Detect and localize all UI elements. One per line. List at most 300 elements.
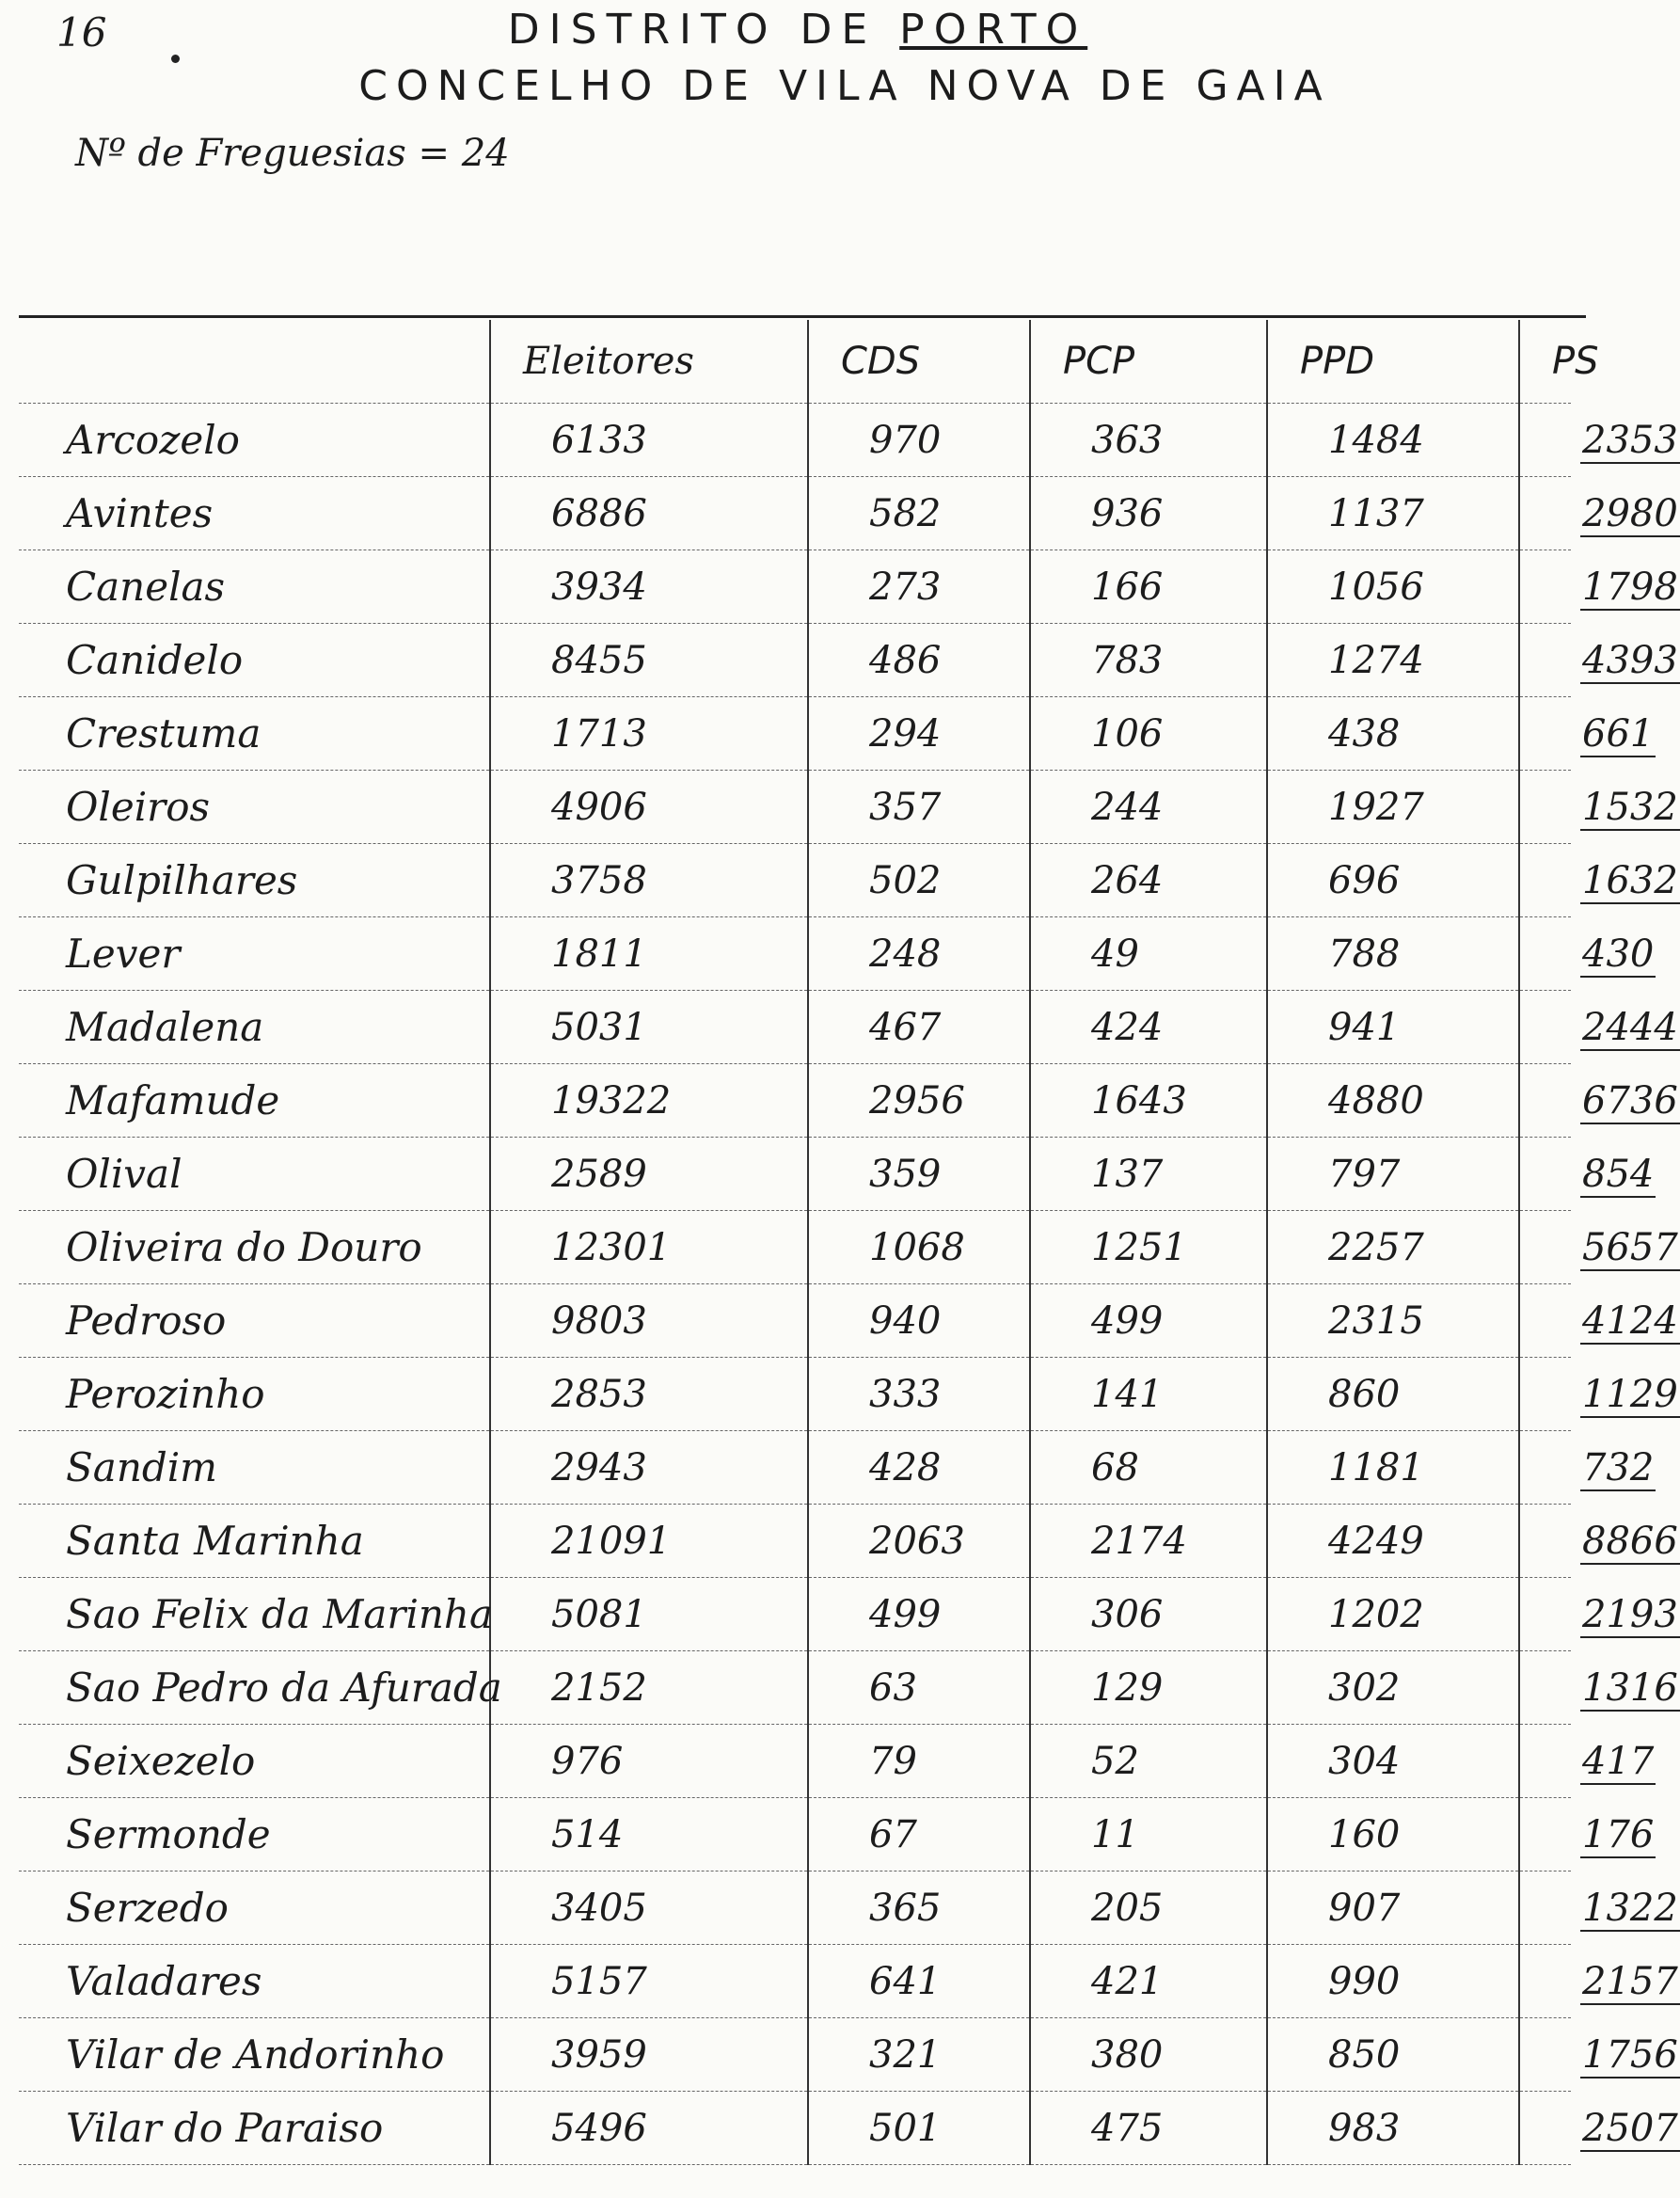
value-ppd: 1137 [1328,491,1424,535]
cell-pcp [1030,477,1267,550]
cell-cds [808,2092,1030,2165]
value-ppd: 160 [1328,1812,1401,1856]
table-row [19,477,1571,550]
cell-pcp [1030,1284,1267,1358]
cell-pcp [1030,991,1267,1064]
cell-ppd [1267,1505,1519,1578]
table-row [19,2092,1571,2165]
cell-pcp [1030,1211,1267,1284]
table-row [19,1871,1571,1945]
value-ps: 2980 [1582,491,1678,535]
value-cds: 359 [869,1152,942,1196]
header-ppd: PPD [1267,320,1519,404]
table-row [19,991,1571,1064]
cell-ppd [1267,1138,1519,1211]
value-cds: 486 [869,638,942,682]
table-row [19,1651,1571,1725]
cell-ppd [1267,1725,1519,1798]
value-ppd: 1056 [1328,565,1424,609]
value-ps: 1798 [1582,565,1678,609]
cell-pcp [1030,771,1267,844]
value-eleitores: 2152 [551,1665,647,1710]
parishes-count: Nº de Freguesias = 24 [75,132,510,175]
cell-pcp [1030,2092,1267,2165]
value-ppd: 304 [1328,1739,1401,1783]
cell-cds [808,1505,1030,1578]
value-pcp: 2174 [1091,1519,1187,1563]
value-ps: 1756 [1582,2032,1678,2077]
parish-name: Serzedo [19,1871,490,1945]
cell-cds [808,1651,1030,1725]
value-ps: 5657 [1582,1225,1678,1269]
cell-eleitores [490,2018,808,2092]
table-row [19,697,1571,771]
cell-ppd [1267,404,1519,477]
cell-eleitores [490,1138,808,1211]
cell-cds [808,1431,1030,1505]
parish-name: Valadares [19,1945,490,2018]
value-ppd: 788 [1328,932,1401,976]
cell-ppd [1267,1871,1519,1945]
cell-ps [1519,404,1678,477]
value-cds: 502 [869,858,942,902]
cell-cds [808,1138,1030,1211]
cell-ppd [1267,697,1519,771]
value-ps: 2193 [1582,1592,1678,1636]
cell-pcp [1030,550,1267,624]
value-cds: 357 [869,785,942,829]
value-ppd: 696 [1328,858,1401,902]
cell-ps [1519,991,1678,1064]
value-eleitores: 4906 [551,785,647,829]
cell-ppd [1267,2092,1519,2165]
value-eleitores: 3934 [551,565,647,609]
cell-ps [1519,1284,1678,1358]
value-cds: 321 [869,2032,942,2077]
value-cds: 1068 [869,1225,965,1269]
value-pcp: 424 [1091,1005,1164,1049]
cell-ppd [1267,771,1519,844]
table-row [19,1725,1571,1798]
cell-eleitores [490,1431,808,1505]
parish-name: Vilar do Paraiso [19,2092,490,2165]
value-pcp: 11 [1091,1812,1139,1856]
value-ps: 1129 [1582,1372,1678,1416]
value-eleitores: 5031 [551,1005,647,1049]
cell-eleitores [490,1211,808,1284]
cell-ps [1519,2018,1678,2092]
value-ps: 417 [1582,1739,1655,1783]
cell-ps [1519,477,1678,550]
cell-eleitores [490,1871,808,1945]
cell-cds [808,697,1030,771]
cell-cds [808,1578,1030,1651]
table-row [19,1578,1571,1651]
cell-pcp [1030,1798,1267,1871]
header-cds: CDS [808,320,1030,404]
cell-ps [1519,844,1678,917]
cell-eleitores [490,844,808,917]
value-ps: 4124 [1582,1298,1678,1343]
cell-eleitores [490,991,808,1064]
value-cds: 273 [869,565,942,609]
value-ppd: 1484 [1328,418,1424,462]
header-eleitores: Eleitores [490,320,808,404]
value-pcp: 129 [1091,1665,1164,1710]
value-ps: 430 [1582,932,1655,976]
cell-pcp [1030,1871,1267,1945]
parish-name: Santa Marinha [19,1505,490,1578]
value-pcp: 475 [1091,2106,1164,2150]
value-eleitores: 1713 [551,711,647,756]
value-eleitores: 6886 [551,491,647,535]
parish-name: Vilar de Andorinho [19,2018,490,2092]
table-row [19,844,1571,917]
value-ppd: 1274 [1328,638,1424,682]
value-eleitores: 19322 [551,1078,672,1123]
value-ps: 1632 [1582,858,1678,902]
value-ppd: 907 [1328,1886,1401,1930]
value-eleitores: 8455 [551,638,647,682]
value-eleitores: 6133 [551,418,647,462]
cell-pcp [1030,1651,1267,1725]
cell-cds [808,1358,1030,1431]
cell-ps [1519,2092,1678,2165]
value-ps: 661 [1582,711,1655,756]
cell-ppd [1267,1358,1519,1431]
cell-cds [808,1284,1030,1358]
cell-ppd [1267,1945,1519,2018]
value-cds: 365 [869,1886,942,1930]
value-ps: 2157 [1582,1959,1678,2003]
cell-ppd [1267,991,1519,1064]
table-row [19,1211,1571,1284]
cell-eleitores [490,771,808,844]
table-row [19,1431,1571,1505]
value-pcp: 106 [1091,711,1164,756]
cell-ps [1519,1578,1678,1651]
value-ppd: 860 [1328,1372,1401,1416]
value-eleitores: 5157 [551,1959,647,2003]
table-row [19,1798,1571,1871]
value-cds: 499 [869,1592,942,1636]
cell-cds [808,917,1030,991]
value-cds: 970 [869,418,942,462]
cell-ps [1519,1945,1678,2018]
value-ppd: 438 [1328,711,1401,756]
cell-pcp [1030,1138,1267,1211]
value-pcp: 166 [1091,565,1164,609]
value-pcp: 421 [1091,1959,1164,2003]
parish-name: Crestuma [19,697,490,771]
value-ps: 2507 [1582,2106,1678,2150]
value-pcp: 137 [1091,1152,1164,1196]
value-cds: 582 [869,491,942,535]
value-ps: 732 [1582,1445,1655,1489]
table-row [19,1064,1571,1138]
value-eleitores: 5496 [551,2106,647,2150]
value-cds: 294 [869,711,942,756]
cell-ps [1519,1505,1678,1578]
header-pcp: PCP [1030,320,1267,404]
value-pcp: 68 [1091,1445,1139,1489]
cell-ppd [1267,1431,1519,1505]
cell-eleitores [490,1945,808,2018]
value-pcp: 363 [1091,418,1164,462]
cell-ppd [1267,1211,1519,1284]
value-cds: 248 [869,932,942,976]
value-ps: 2353 [1582,418,1678,462]
cell-pcp [1030,844,1267,917]
cell-cds [808,1871,1030,1945]
table-row [19,917,1571,991]
district-prefix: DISTRITO DE [507,6,900,54]
value-ppd: 4249 [1328,1519,1424,1563]
value-cds: 67 [869,1812,917,1856]
table-row [19,1945,1571,2018]
cell-pcp [1030,1064,1267,1138]
cell-ps [1519,1211,1678,1284]
value-pcp: 205 [1091,1886,1164,1930]
value-ppd: 797 [1328,1152,1401,1196]
table-row [19,1138,1571,1211]
cell-ppd [1267,917,1519,991]
value-ppd: 990 [1328,1959,1401,2003]
value-eleitores: 3959 [551,2032,647,2077]
value-ps: 4393 [1582,638,1678,682]
value-cds: 467 [869,1005,942,1049]
cell-ps [1519,1358,1678,1431]
value-eleitores: 2943 [551,1445,647,1489]
cell-eleitores [490,1651,808,1725]
page-number: 16 [56,9,107,56]
cell-ppd [1267,624,1519,697]
cell-ppd [1267,1651,1519,1725]
cell-cds [808,1211,1030,1284]
parish-name: Pedroso [19,1284,490,1358]
district-name: PORTO [899,6,1088,54]
table-row [19,624,1571,697]
value-ppd: 983 [1328,2106,1401,2150]
cell-pcp [1030,624,1267,697]
cell-cds [808,991,1030,1064]
value-pcp: 306 [1091,1592,1164,1636]
cell-pcp [1030,2018,1267,2092]
value-pcp: 1251 [1091,1225,1187,1269]
cell-ppd [1267,477,1519,550]
cell-cds [808,477,1030,550]
parish-name: Olival [19,1138,490,1211]
value-ppd: 2257 [1328,1225,1424,1269]
results-table [19,320,1678,2165]
cell-ps [1519,624,1678,697]
value-eleitores: 514 [551,1812,624,1856]
cell-eleitores [490,477,808,550]
value-ps: 176 [1582,1812,1655,1856]
value-ppd: 4880 [1328,1078,1424,1123]
value-pcp: 52 [1091,1739,1139,1783]
parish-name: Oleiros [19,771,490,844]
value-ps: 6736 [1582,1078,1678,1123]
cell-eleitores [490,1725,808,1798]
cell-cds [808,624,1030,697]
value-eleitores: 2589 [551,1152,647,1196]
table-header-row [19,320,1571,404]
table-top-rule [19,315,1586,318]
cell-ps [1519,1651,1678,1725]
parish-name: Arcozelo [19,404,490,477]
value-cds: 428 [869,1445,942,1489]
cell-ps [1519,697,1655,771]
value-pcp: 936 [1091,491,1164,535]
cell-eleitores [490,917,808,991]
value-ppd: 850 [1328,2032,1401,2077]
cell-eleitores [490,1064,808,1138]
cell-ppd [1267,550,1519,624]
parish-name: Oliveira do Douro [19,1211,490,1284]
value-ppd: 1181 [1328,1445,1424,1489]
district-title [0,6,1595,54]
cell-cds [808,2018,1030,2092]
cell-ps [1519,1064,1678,1138]
value-ppd: 1202 [1328,1592,1424,1636]
header-ps: PS [1519,320,1571,404]
cell-ps [1519,771,1678,844]
cell-ps [1519,550,1678,624]
cell-eleitores [490,550,808,624]
parish-name: Lever [19,917,490,991]
value-ps: 2444 [1582,1005,1678,1049]
table-row [19,404,1571,477]
cell-eleitores [490,624,808,697]
cell-cds [808,1798,1030,1871]
value-cds: 940 [869,1298,942,1343]
cell-eleitores [490,404,808,477]
value-eleitores: 3758 [551,858,647,902]
value-eleitores: 1811 [551,932,647,976]
cell-ppd [1267,1064,1519,1138]
cell-cds [808,1725,1030,1798]
cell-eleitores [490,1505,808,1578]
table-row [19,771,1571,844]
cell-pcp [1030,1725,1267,1798]
cell-cds [808,1945,1030,2018]
cell-pcp [1030,1945,1267,2018]
cell-eleitores [490,1358,808,1431]
cell-ppd [1267,1284,1519,1358]
parish-name: Canelas [19,550,490,624]
value-eleitores: 3405 [551,1886,647,1930]
value-ps: 854 [1582,1152,1655,1196]
cell-cds [808,844,1030,917]
cell-cds [808,550,1030,624]
value-pcp: 783 [1091,638,1164,682]
parish-name: Sandim [19,1431,490,1505]
cell-eleitores [490,697,808,771]
table-row [19,1505,1571,1578]
value-pcp: 380 [1091,2032,1164,2077]
cell-ppd [1267,1798,1519,1871]
value-cds: 641 [869,1959,942,2003]
cell-ppd [1267,844,1519,917]
parish-name: Mafamude [19,1064,490,1138]
parish-name: Seixezelo [19,1725,490,1798]
parish-name: Canidelo [19,624,490,697]
table-row [19,1284,1571,1358]
cell-pcp [1030,917,1267,991]
cell-ps [1519,1871,1678,1945]
value-pcp: 1643 [1091,1078,1187,1123]
value-eleitores: 5081 [551,1592,647,1636]
cell-ps [1519,1798,1655,1871]
table-row [19,550,1571,624]
value-ps: 8866 [1582,1519,1678,1563]
value-ppd: 2315 [1328,1298,1424,1343]
value-ppd: 941 [1328,1005,1401,1049]
cell-eleitores [490,1284,808,1358]
cell-pcp [1030,1431,1267,1505]
value-cds: 2063 [869,1519,965,1563]
cell-ps [1519,1431,1655,1505]
value-pcp: 49 [1091,932,1139,976]
value-ps: 1532 [1582,785,1678,829]
parish-name: Gulpilhares [19,844,490,917]
value-pcp: 264 [1091,858,1164,902]
cell-eleitores [490,1798,808,1871]
parish-name: Avintes [19,477,490,550]
cell-pcp [1030,1505,1267,1578]
value-cds: 333 [869,1372,942,1416]
value-ppd: 302 [1328,1665,1401,1710]
cell-eleitores [490,2092,808,2165]
cell-ps [1519,1725,1655,1798]
value-pcp: 244 [1091,785,1164,829]
municipality-title: CONCELHO DE VILA NOVA DE GAIA [358,62,1331,110]
value-eleitores: 21091 [551,1519,672,1563]
value-eleitores: 12301 [551,1225,672,1269]
cell-eleitores [490,1578,808,1651]
table-row [19,2018,1571,2092]
cell-pcp [1030,1358,1267,1431]
value-cds: 501 [869,2106,942,2150]
value-cds: 2956 [869,1078,965,1123]
cell-ps [1519,1138,1655,1211]
cell-pcp [1030,697,1267,771]
parish-name: Sao Pedro da Afurada [19,1651,490,1725]
parish-name: Madalena [19,991,490,1064]
value-cds: 63 [869,1665,917,1710]
parish-name: Sermonde [19,1798,490,1871]
cell-cds [808,771,1030,844]
value-ps: 1322 [1582,1886,1678,1930]
value-ppd: 1927 [1328,785,1424,829]
value-cds: 79 [869,1739,917,1783]
cell-pcp [1030,404,1267,477]
value-eleitores: 9803 [551,1298,647,1343]
value-ps: 1316 [1582,1665,1678,1710]
cell-cds [808,404,1030,477]
value-pcp: 499 [1091,1298,1164,1343]
parish-name: Perozinho [19,1358,490,1431]
table-row [19,1358,1571,1431]
cell-pcp [1030,1578,1267,1651]
header-blank [19,320,490,404]
value-eleitores: 2853 [551,1372,647,1416]
value-pcp: 141 [1091,1372,1164,1416]
cell-ps [1519,917,1655,991]
parish-name: Sao Felix da Marinha [19,1578,490,1651]
cell-cds [808,1064,1030,1138]
